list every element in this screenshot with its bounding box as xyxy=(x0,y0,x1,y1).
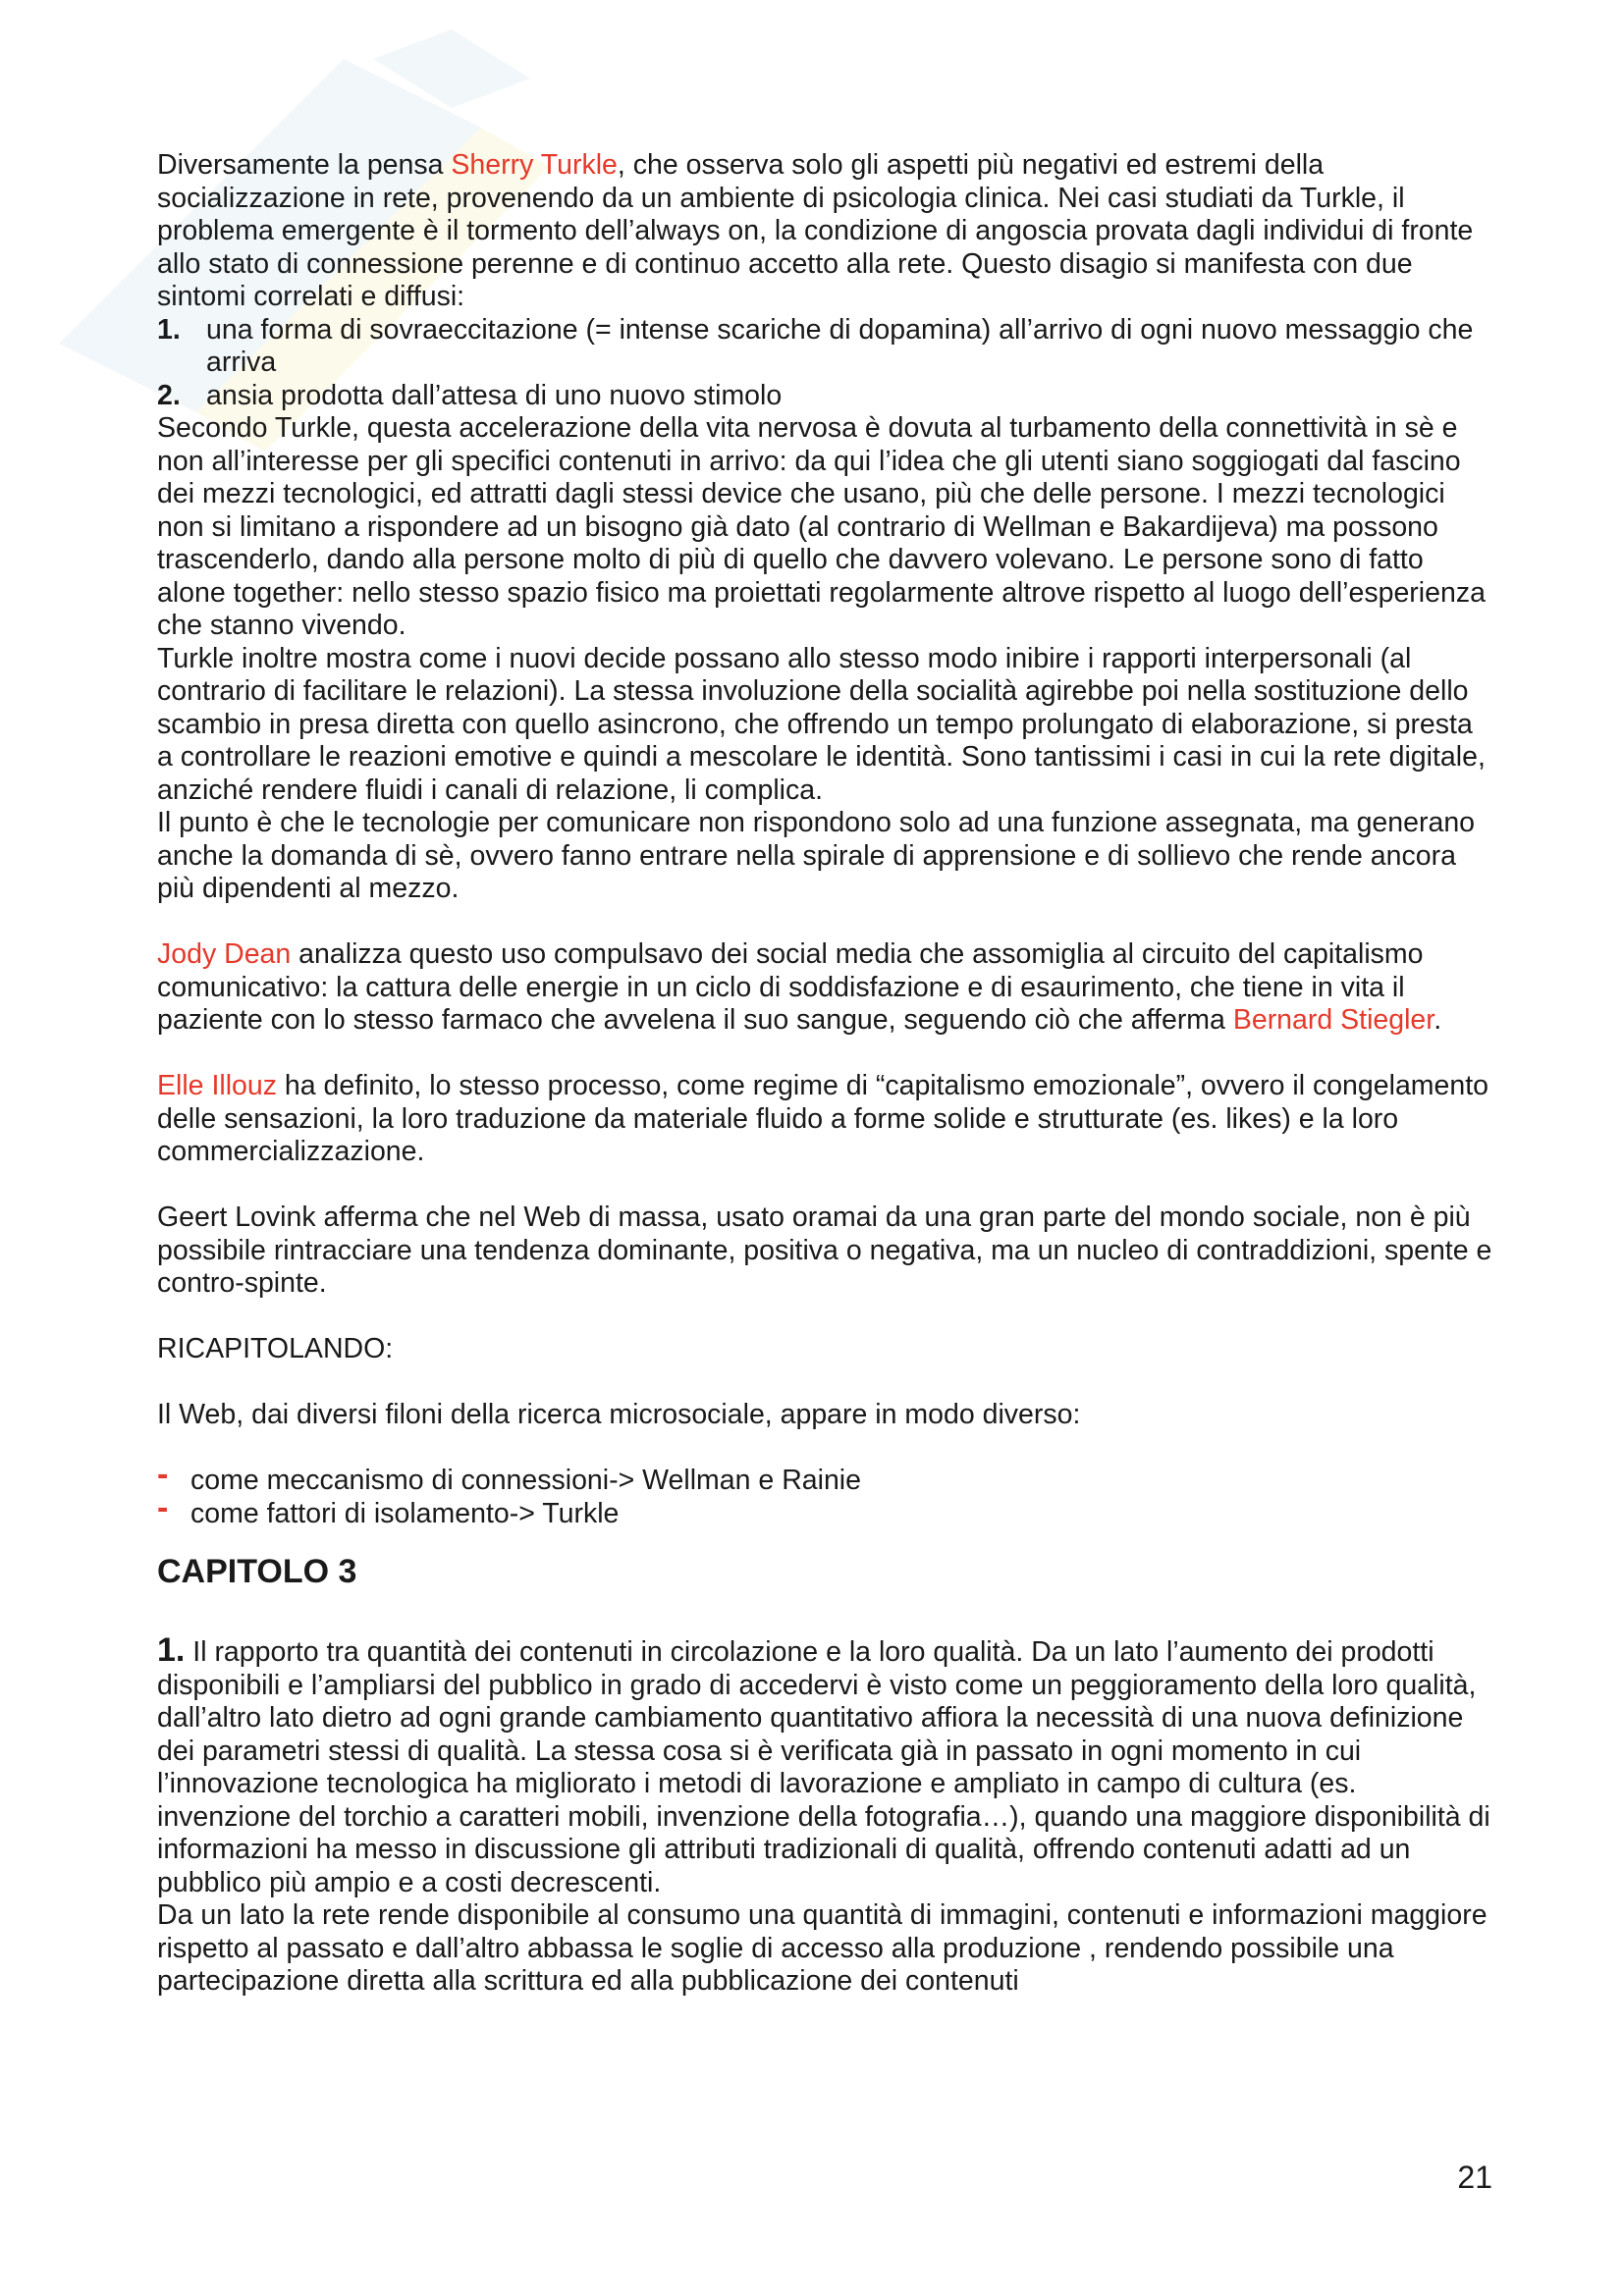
spacer xyxy=(157,1169,1492,1202)
text: analizza questo uso compulsavo dei social media che assomiglia al circuito del capitalismo comunicativo: la cattura delle energie in un ciclo di soddisfazione e di esaurimento, che tiene in vita il paziente con lo stesso farmaco che avvelena il suo sangue, seguendo ciò che afferma xyxy=(157,938,1424,1036)
list-item-text: ansia prodotta dall’attesa di uno nuovo stimolo xyxy=(206,379,783,411)
list-item xyxy=(157,380,1492,413)
paragraph-recap-heading: RICAPITOLANDO: xyxy=(157,1333,394,1364)
list-item xyxy=(157,1456,1492,1498)
paragraph-jody-dean xyxy=(157,938,1492,1038)
paragraph-elle-illouz xyxy=(157,1070,1492,1169)
dash-bullet-icon: - xyxy=(157,1456,169,1493)
paragraph-turkle-intro xyxy=(157,149,1492,314)
paragraph-turkle-inhibition: Turkle inoltre mostra come i nuovi decide possano allo stesso modo inibire i rapporti interpersonali (al contrario di facilitare le relazioni). La stessa involuzione della socialità agirebbe poi nella sostituzione dello scambio in presa diretta con quello asincrono, che offrendo un tempo prolungato di elaborazione, si presta a controllare le reazioni emotive e quindi a mescolare le identità. Sono tantissimi i casi in cui la rete digitale, anziché rendere fluidi i canali di relazione, li complica. xyxy=(157,642,1486,806)
dash-bullet-icon: - xyxy=(157,1488,169,1526)
author-elle-illouz: Elle Illouz xyxy=(157,1070,277,1101)
chapter-heading: CAPITOLO 3 xyxy=(157,1553,357,1590)
watermark-cap xyxy=(373,29,530,108)
list-item-text: come meccanismo di connessioni-> Wellman e Rainie xyxy=(190,1465,861,1496)
list-number: 2. xyxy=(157,379,181,411)
spacer xyxy=(157,1301,1492,1334)
symptoms-list xyxy=(157,314,1492,413)
author-jody-dean: Jody Dean xyxy=(157,938,292,970)
author-sherry-turkle: Sherry Turkle xyxy=(451,149,618,181)
spacer xyxy=(157,906,1492,939)
text: ha definito, lo stesso processo, come regime di “capitalismo emozionale”, ovvero il congelamento delle sensazioni, la loro traduzione da materiale fluido a forme solide e strutturate (es. likes) e la loro commercializzazione. xyxy=(157,1070,1489,1167)
web-views-list xyxy=(157,1456,1492,1530)
list-number: 1. xyxy=(157,313,181,346)
list-item xyxy=(157,314,1492,380)
paragraph-turkle-acceleration: Secondo Turkle, questa accelerazione della vita nervosa è dovuta al turbamento della connettività in sè e non all’interesse per gli specifici contenuti in arrivo: da qui l’idea che gli utenti siano soggiogati dal fascino dei mezzi tecnologici, ed attratti dagli stessi device che usano, più che delle persone. I mezzi tecnologici non si limitano a rispondere ad un bisogno già dato (al contrario di Wellman e Bakardijeva) ma possono trascenderlo, dando alla persone molto di più di quello che davvero volevano. Le persone sono di fatto alone together: nello stesso spazio fisico ma proiettati regolarmente altrove rispetto al luogo dell’esperienza che stanno vivendo. xyxy=(157,412,1486,641)
text: . xyxy=(1434,1004,1442,1036)
text: Diversamente la pensa xyxy=(157,149,452,181)
page-number: 21 xyxy=(1457,2160,1492,2195)
spacer xyxy=(157,1432,1492,1466)
list-item-text: una forma di sovraeccitazione (= intense scariche di dopamina) all’arrivo di ogni nuovo messaggio che arriva xyxy=(206,313,1474,378)
paragraph-web-views-intro: Il Web, dai diversi filoni della ricerca microsociale, appare in modo diverso: xyxy=(157,1399,1081,1430)
list-item xyxy=(157,1488,1492,1531)
spacer xyxy=(157,1366,1492,1400)
paragraph-quantity-quality xyxy=(157,1631,1492,1899)
paragraph-technology-demand: Il punto è che le tecnologie per comunicare non rispondono solo ad una funzione assegnata, ma generano anche la domanda di sè, ovvero fanno entrare nella spirale di apprensione e di sollievo che rende ancora più dipendenti al mezzo. xyxy=(157,807,1476,904)
list-item-text: come fattori di isolamento-> Turkle xyxy=(190,1497,620,1529)
paragraph-network-availability: Da un lato la rete rende disponibile al consumo una quantità di immagini, contenuti e informazioni maggiore rispetto al passato e dall’altro abbassa le soglie di accesso alla produzione , rendendo possibile una partecipazione diretta alla scrittura ed alla pubblicazione dei contenuti xyxy=(157,1899,1488,1997)
author-bernard-stiegler: Bernard Stiegler xyxy=(1232,1004,1434,1036)
text: , che osserva solo gli aspetti più negativi ed estremi della socializzazione in rete, provenendo da un ambiente di psicologia clinica. Nei casi studiati da Turkle, il problema emergente è il tormento dell’always on, la condizione di angoscia provata dagli individui di fronte allo stato di connessione perenne e di continuo accetto alla rete. Questo disagio si manifesta con due sintomi correlati e diffusi: xyxy=(157,149,1474,312)
paragraph-number: 1. xyxy=(157,1631,186,1669)
spacer xyxy=(157,1038,1492,1071)
paragraph-geert-lovink: Geert Lovink afferma che nel Web di massa, usato oramai da una gran parte del mondo sociale, non è più possibile rintracciare una tendenza dominante, positiva o negativa, ma un nucleo di contraddizioni, spente e contro-spinte. xyxy=(157,1201,1492,1299)
document-page xyxy=(157,149,1492,1999)
text: Il rapporto tra quantità dei contenuti in circolazione e la loro qualità. Da un lato l’aumento dei prodotti disponibili e l’ampliarsi del pubblico in grado di accedervi è visto come un peggioramento della loro qualità, dall’altro lato dietro ad ogni grande cambiamento quantitativo affiora la necessità di una nuova definizione dei parametri stessi di qualità. La stessa cosa si è verificata già in passato in ogni momento in cui l’innovazione tecnologica ha migliorato i metodi di lavorazione e ampliato in campo di cultura (es. invenzione del torchio a caratteri mobili, invenzione della fotografia…), quando una maggiore disponibilità di informazioni ha messo in discussione gli attributi tradizionali di qualità, offrendo contenuti adatti ad un pubblico più ampio e a costi decrescenti. xyxy=(157,1636,1490,1898)
